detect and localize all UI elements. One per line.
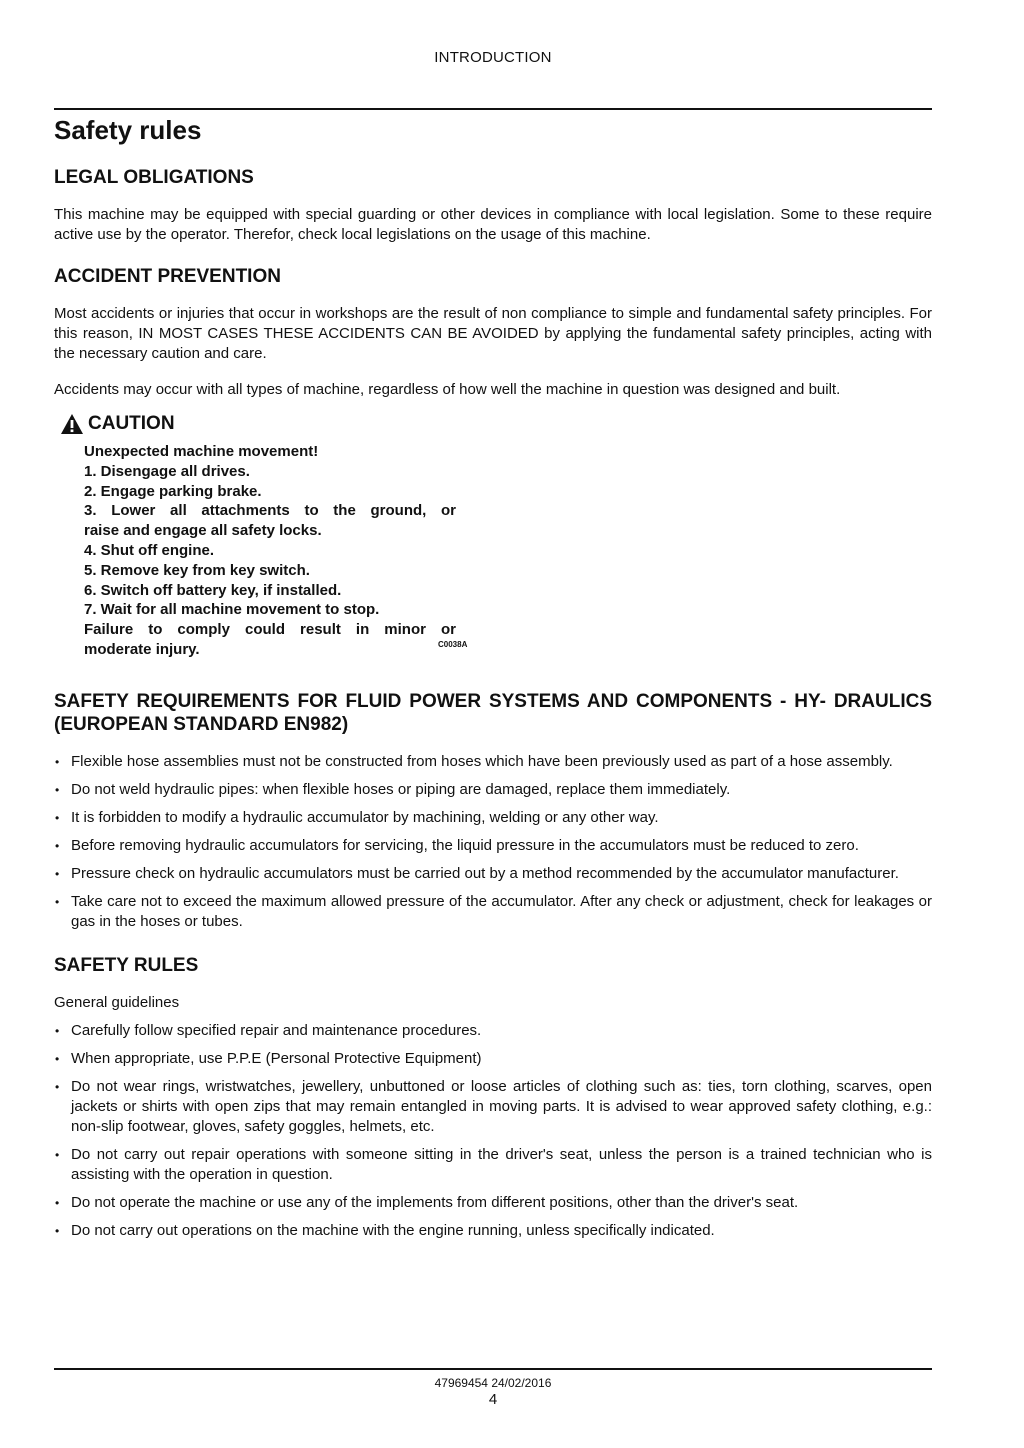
list-item: • Take care not to exceed the maximum allowed pressure of the accumulator. After any check or adjustment, check for leakages or gas in the hoses or tubes.: [54, 892, 932, 932]
list-item: • Before removing hydraulic accumulators for servicing, the liquid pressure in the accumulators must be reduced to zero.: [54, 836, 932, 856]
list-item: • Do not carry out repair operations with someone sitting in the driver's seat, unless the person is a trained technician who is assisting with the operation in question.: [54, 1145, 932, 1185]
paragraph: Accidents may occur with all types of machine, regardless of how well the machine in question was designed and built.: [54, 381, 841, 398]
legal-obligations-section: [54, 166, 932, 245]
list-item: • Carefully follow specified repair and maintenance procedures.: [54, 1021, 932, 1041]
main-content: [54, 114, 932, 1255]
section-heading: SAFETY REQUIREMENTS FOR FLUID POWER SYSTEMS AND COMPONENTS - HY- DRAULICS (EUROPEAN STANDARD EN982): [54, 690, 932, 735]
list-item: • Do not operate the machine or use any of the implements from different positions, other than the driver's seat.: [54, 1193, 932, 1213]
page-number: 4: [488, 1391, 498, 1408]
header-rule: [54, 108, 932, 110]
caution-line: 3. Lower all attachments to the ground, or: [84, 502, 456, 520]
list-item: • It is forbidden to modify a hydraulic accumulator by machining, welding or any other way.: [54, 808, 932, 828]
caution-line: Unexpected machine movement!: [84, 443, 319, 460]
paragraph: Most accidents or injuries that occur in workshops are the result of non compliance to simple and fundamental safety principles. For this reason, IN MOST CASES THESE ACCIDENTS CAN BE AVOIDED by applying the fundamental safety principles, acting with the necessary caution and care.: [54, 305, 932, 362]
list-item: • Do not wear rings, wristwatches, jewellery, unbuttoned or loose articles of clothing such as: ties, torn clothing, scarves, open jackets or shirts with open zips that may remain entangled in moving parts. It is advised to wear approved safety clothing, e.g.: non-slip footwear, gloves, safety goggles, helmets, etc.: [54, 1077, 932, 1137]
section-heading: SAFETY RULES: [54, 954, 199, 976]
warning-triangle-icon: [60, 413, 84, 435]
list-item: • Do not carry out operations on the machine with the engine running, unless specifically indicated.: [54, 1221, 932, 1241]
paragraph: General guidelines: [54, 993, 180, 1011]
caution-line: moderate injury.: [84, 640, 200, 658]
caution-line: 1. Disengage all drives.: [84, 462, 250, 480]
running-header: INTRODUCTION: [434, 49, 552, 66]
list-item: • Flexible hose assemblies must not be constructed from hoses which have been previously used as part of a hose assembly.: [54, 752, 932, 772]
list-item: • When appropriate, use P.P.E (Personal Protective Equipment): [54, 1049, 932, 1069]
caution-line: raise and engage all safety locks.: [84, 522, 322, 540]
document-code: 47969454 24/02/2016: [434, 1376, 552, 1390]
caution-text: [84, 442, 456, 660]
section-heading: ACCIDENT PREVENTION: [54, 266, 281, 287]
hydraulics-list: [54, 752, 932, 932]
paragraph: This machine may be equipped with special guarding or other devices in compliance with local legislation. Some to these require active use by the operator. Therefor, check local legislations on the usage of this machine.: [54, 206, 932, 243]
caution-line: 7. Wait for all machine movement to stop.: [84, 601, 380, 619]
caution-header: [60, 412, 474, 436]
document-page: [54, 0, 932, 1448]
list-item: • Pressure check on hydraulic accumulators must be carried out by a method recommended by the accumulator manufacturer.: [54, 864, 932, 884]
hydraulics-section: [54, 690, 932, 932]
caution-line: 2. Engage parking brake.: [84, 482, 262, 500]
caution-line: 6. Switch off battery key, if installed.: [84, 581, 342, 599]
accident-prevention-section: [54, 265, 932, 400]
caution-line: 5. Remove key from key switch.: [84, 561, 310, 579]
caution-line: Failure to comply could result in minor or: [84, 621, 456, 639]
safety-rules-list: [54, 1021, 932, 1241]
caution-label: CAUTION: [88, 413, 175, 434]
safety-rules-section: [54, 954, 932, 1241]
caution-code: C0038A: [438, 640, 468, 649]
list-item: • Do not weld hydraulic pipes: when flexible hoses or piping are damaged, replace them immediately.: [54, 780, 932, 800]
footer-rule: [54, 1368, 932, 1370]
caution-box: [54, 412, 474, 660]
section-heading: LEGAL OBLIGATIONS: [54, 167, 254, 188]
page-title: Safety rules: [54, 115, 202, 145]
caution-line: 4. Shut off engine.: [84, 541, 214, 559]
